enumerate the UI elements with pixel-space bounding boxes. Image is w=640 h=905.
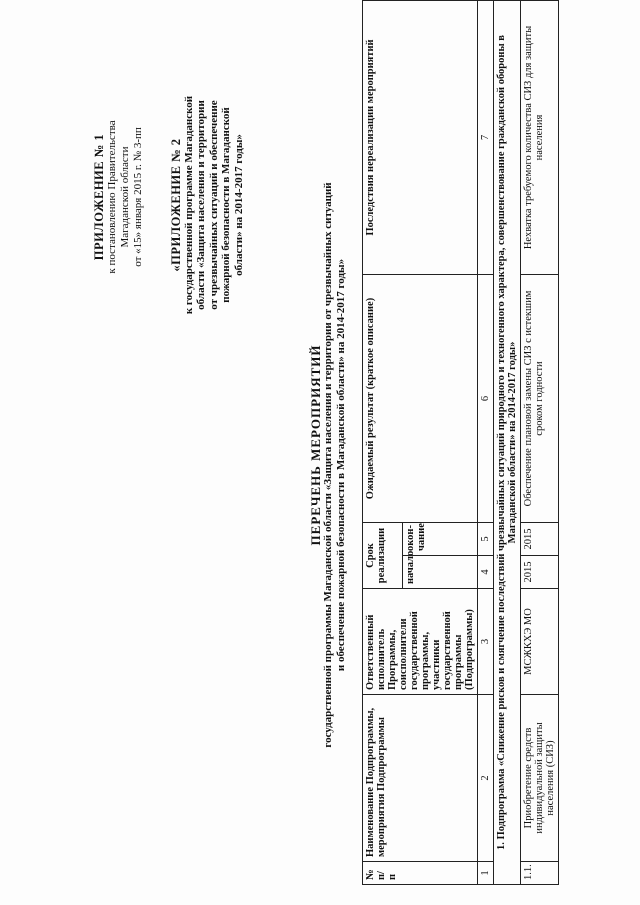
column-number: 4 (478, 556, 494, 589)
row-num: 1.1. (521, 862, 559, 885)
row-executor: МСЖКХЭ МО (521, 589, 559, 695)
document-title: ПЕРЕЧЕНЬ МЕРОПРИЯТИЙ (308, 344, 323, 546)
column-number: 6 (478, 275, 494, 523)
row-start: 2015 (521, 556, 559, 589)
subprogram-row (494, 1, 521, 885)
document-subtitle (322, 115, 347, 815)
row-end: 2015 (521, 523, 559, 556)
measures-table (362, 0, 559, 885)
column-number: 2 (478, 695, 494, 862)
appendix-1-line: к постановлению Правительства (106, 120, 118, 274)
appendix-1-line: от «15» января 2015 г. № 3-пп (132, 127, 144, 267)
appendix-2-line: от чрезвычайных ситуаций и обеспечение (207, 100, 220, 310)
appendix-2-line: пожарной безопасности в Магаданской (220, 107, 232, 303)
header-term-end: окон-чание (403, 523, 478, 556)
appendix-1-block (93, 67, 145, 327)
header-result: Ожидаемый результат (краткое описание) (363, 275, 478, 523)
appendix-2-line: области» на 2014-2017 годы» (232, 134, 245, 276)
table-header-row (363, 1, 403, 885)
header-consequences: Последствия нереализации мероприятий (363, 1, 478, 275)
column-number: 5 (478, 523, 494, 556)
subprogram-title: 1. Подпрограмма «Снижение рисков и смягчение последствий чрезвычайных ситуаций природного и техногенного характера, совершенствование гражданской обороны в Магаданской области» на 2014-2017 годы» (494, 1, 521, 885)
column-number: 3 (478, 589, 494, 695)
appendix-1-line: Магаданской области (119, 146, 131, 248)
column-number: 1 (478, 862, 494, 885)
header-name: Наименование Подпрограммы, мероприятия Подпрограммы (363, 695, 478, 862)
table-row (521, 1, 559, 885)
row-name: Приобретение средств индивидуальной защиты населения (СИЗ) (521, 695, 559, 862)
header-term-start: начало (403, 556, 478, 589)
header-term: Срок реализации (363, 523, 403, 589)
header-executor: Ответственный исполнитель Программы, соисполнители государственной программы, участники государственной программы (Подпрограммы) (363, 589, 478, 695)
appendix-2-block (170, 25, 245, 385)
subtitle-line: государственной программы Магаданской области «Защита населения и территории от чрезвычайных ситуаций (322, 182, 334, 748)
appendix-2-line: области «Защита населения и территории (195, 100, 207, 310)
appendix-1-heading: ПРИЛОЖЕНИЕ № 1 (92, 133, 106, 261)
appendix-2-line: к государственной программе Магаданской (182, 95, 195, 315)
appendix-2-heading: «ПРИЛОЖЕНИЕ № 2 (169, 138, 183, 272)
column-number: 7 (478, 1, 494, 275)
row-result: Обеспечение плановой замены СИЗ с истекшим сроком годности (521, 275, 559, 523)
row-consequences: Нехватка требуемого количества СИЗ для защиты населения (521, 1, 559, 275)
column-number-row (478, 1, 494, 885)
header-num: № п/п (363, 862, 478, 885)
subtitle-line: и обеспечение пожарной безопасности в Магаданской области» на 2014-2017 годы» (334, 258, 347, 672)
